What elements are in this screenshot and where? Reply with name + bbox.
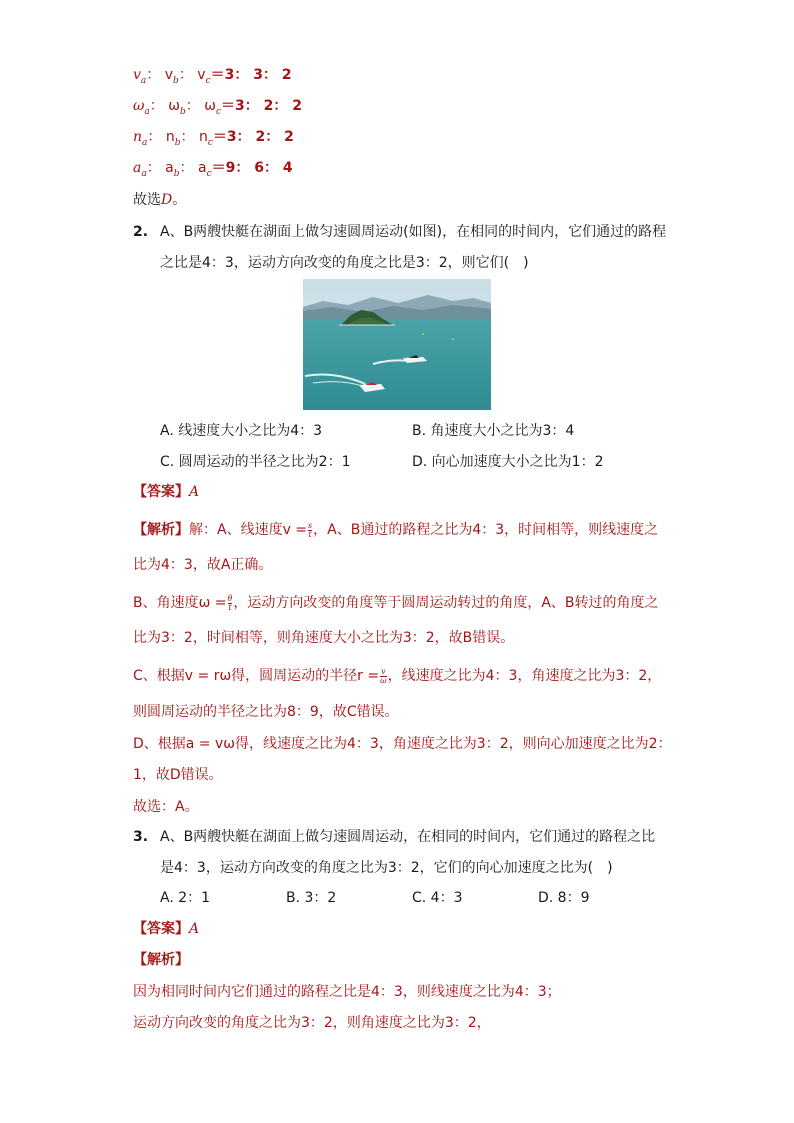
q3-option-b[interactable]: B. 3：2 — [286, 890, 337, 906]
q2-analysis-b-line1: B、角速度ω = $\frac{\theta}{t}$ ，运动方向改变的角度等于圆周运动转过的角度，A、B转过的角度之 — [133, 593, 659, 612]
q3-number: 3. — [133, 829, 149, 845]
q2-stem-line1: A、B两艘快艇在湖面上做匀速圆周运动(如图)，在相同的时间内，它们通过的路程 — [160, 224, 667, 240]
q2-stem-line2: 之比是4：3，运动方向改变的角度之比是3：2，则它们( ) — [160, 255, 529, 271]
q3-analysis-label: 【解析】 — [133, 952, 189, 968]
answer-value: A — [189, 921, 200, 937]
q3-option-d[interactable]: D. 8：9 — [538, 890, 590, 906]
answer-value: A — [189, 484, 200, 500]
answer-label: 【答案】 — [133, 921, 189, 937]
q2-analysis-c-line2: 则圆周运动的半径之比为8：9，故C错误。 — [133, 704, 399, 720]
q2-answer — [133, 482, 199, 502]
ratio-omega: $\omega_a$： $\omega_b$： $\omega_c=3$： 2： 2 — [133, 98, 302, 117]
q1-conclusion: 故选D。 — [133, 192, 187, 208]
q2-option-c[interactable]: C. 圆周运动的半径之比为2：1 — [160, 454, 351, 470]
ratio-v: $v_a$： $v_b$： $v_c=3$： 3： 2 — [133, 67, 292, 86]
q2-analysis-b-line2: 比为3：2，时间相等，则角速度大小之比为3：2，故B错误。 — [133, 630, 515, 646]
q2-analysis-d-line1: D、根据a = vω得，线速度之比为4：3，角速度之比为3：2，则向心加速度之比为2： — [133, 736, 672, 752]
ratio-a: $a_a$： $a_b$： $a_c=9$： 6： 4 — [133, 160, 293, 179]
q3-analysis-line1: 因为相同时间内它们通过的路程之比是4：3，则线速度之比为4：3； — [133, 984, 561, 1000]
fraction-v-over-omega: $\frac{v}{\omega}$ — [380, 666, 387, 685]
q3-stem-line2: 是4：3，运动方向改变的角度之比为3：2，它们的向心加速度之比为( ) — [160, 860, 613, 876]
q2-number: 2. — [133, 224, 149, 240]
ratio-n: $n_a$： $n_b$： $n_c=3$： 2： 2 — [133, 129, 294, 148]
lake-photo-illustration — [303, 279, 491, 410]
q2-analysis-c-line1: C、根据v = rω得，圆周运动的半径r = $\frac{v}{\omega}$ ，线速度之比为4：3，角速度之比为3：2， — [133, 666, 662, 685]
q2-analysis-d-line2: 1，故D错误。 — [133, 767, 223, 783]
q3-analysis-line2: 运动方向改变的角度之比为3：2，则角速度之比为3：2， — [133, 1015, 491, 1031]
q2-conclusion: 故选：A。 — [133, 799, 199, 815]
fraction-s-over-t: $\frac{s}{t}$ — [308, 520, 313, 539]
q2-option-b[interactable]: B. 角速度大小之比为3：4 — [412, 423, 575, 439]
q3-answer — [133, 919, 199, 939]
q3-option-a[interactable]: A. 2：1 — [160, 890, 211, 906]
fraction-theta-over-t: $\frac{\theta}{t}$ — [227, 593, 233, 612]
q2-option-d[interactable]: D. 向心加速度大小之比为1：2 — [412, 454, 604, 470]
q2-analysis-a-line2: 比为4：3，故A正确。 — [133, 557, 273, 573]
q3-stem-line1: A、B两艘快艇在湖面上做匀速圆周运动，在相同的时间内，它们通过的路程之比 — [160, 829, 656, 845]
analysis-label: 【解析】 — [133, 522, 189, 538]
lake-speedboats-photo — [303, 279, 491, 410]
q2-option-a[interactable]: A. 线速度大小之比为4：3 — [160, 423, 323, 439]
answer-label: 【答案】 — [133, 484, 189, 500]
q2-analysis-a-line1: 【解析】解：A、线速度v = $\frac{s}{t}$ ，A、B通过的路程之比为4：3，时间相等，则线速度之 — [133, 520, 659, 539]
q3-option-c[interactable]: C. 4：3 — [412, 890, 463, 906]
